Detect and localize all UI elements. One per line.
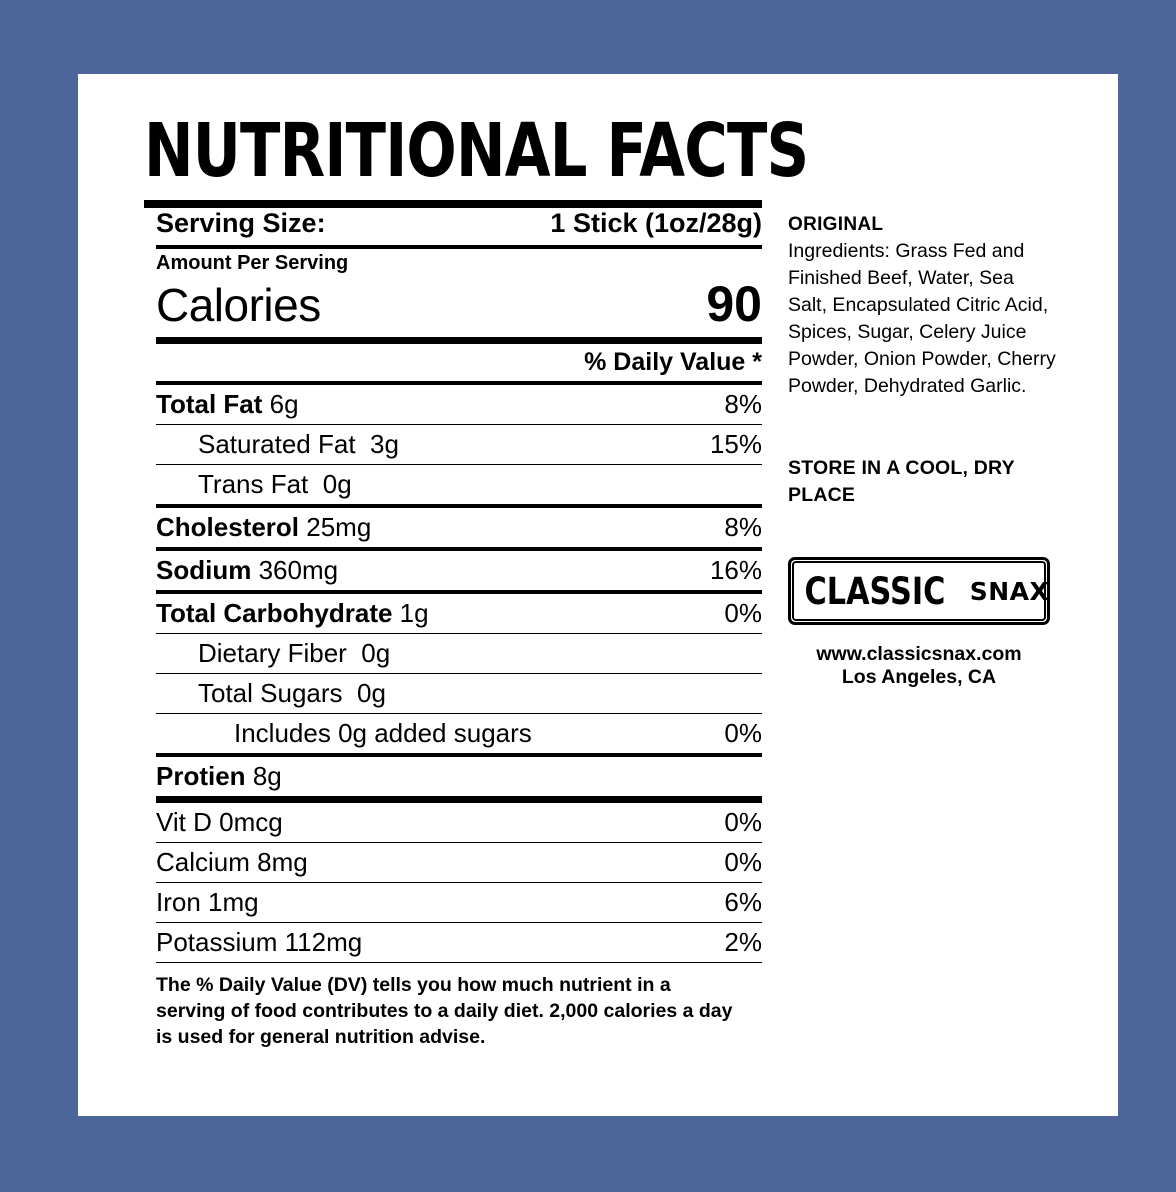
nutrient-dv: 0% — [724, 807, 762, 838]
nutrient-row — [156, 381, 762, 424]
nutrient-amount: 1g — [399, 598, 429, 629]
serving-size-value: 1 Stick (1oz/28g) — [550, 208, 762, 239]
nutrient-dv: 2% — [724, 927, 762, 958]
amount-per-serving-label: Amount Per Serving — [156, 252, 349, 275]
nutrient-name: Calcium — [156, 847, 250, 878]
nutrition-label-card — [78, 74, 1118, 1116]
nutrient-name: Cholesterol — [156, 512, 300, 543]
page-title: NUTRITIONAL FACTS — [144, 108, 809, 194]
side-info-panel — [788, 214, 1058, 689]
nutrient-row — [156, 796, 762, 842]
nutrient-name: Trans Fat — [198, 469, 309, 500]
serving-size-label: Serving Size: — [156, 208, 326, 239]
nutrient-dv: 8% — [724, 512, 762, 543]
nutrient-row — [156, 842, 762, 882]
daily-value-header-text: % Daily Value * — [584, 348, 762, 377]
nutrient-name: Total Sugars — [198, 678, 343, 709]
nutrient-name: Dietary Fiber — [198, 638, 347, 669]
nutrient-dv: 0% — [724, 718, 762, 749]
nutrient-row — [156, 504, 762, 547]
ingredients-text: Ingredients: Grass Fed and Finished Beef, Water, Sea Salt, Encapsulated Citric Acid, Spices, Sugar, Celery Juice Powder, Onion Powder, Cherry Powder, Dehydrated Garlic. — [788, 240, 1056, 397]
calories-label: Calories — [156, 279, 321, 332]
nutrient-amount: 8mg — [257, 847, 308, 878]
nutrient-row — [156, 464, 762, 504]
nutrient-name: Total Carbohydrate — [156, 598, 393, 629]
nutrient-amount: 0g — [322, 469, 352, 500]
nutrient-row — [156, 713, 762, 753]
nutrient-amount: 8g — [252, 761, 282, 792]
nutrient-dv: 0% — [724, 847, 762, 878]
nutrient-name: Total Fat — [156, 389, 263, 420]
nutrient-dv: 15% — [709, 429, 762, 460]
brand-website: www.classicsnax.com — [816, 643, 1022, 666]
title-divider — [144, 200, 762, 208]
nutrient-dv: 16% — [709, 555, 762, 586]
nutrient-amount: 6g — [269, 389, 299, 420]
nutrient-amount: 25mg — [306, 512, 372, 543]
nutrient-name: Saturated Fat — [198, 429, 356, 460]
brand-name-primary: CLASSIC — [804, 569, 946, 613]
nutrient-row — [156, 633, 762, 673]
nutrient-amount: 0mcg — [219, 807, 283, 838]
nutrient-row — [156, 882, 762, 922]
nutrient-amount: 0g — [356, 678, 386, 709]
nutrient-dv: 8% — [724, 389, 762, 420]
brand-name-secondary: SNAX — [969, 576, 1050, 606]
daily-value-footnote: The % Daily Value (DV) tells you how much nutrient in a serving of food contributes to a daily diet. 2,000 calories a day is used for general nutrition advise. — [156, 974, 733, 1048]
nutrient-amount: 360mg — [258, 555, 339, 586]
daily-value-header — [156, 337, 762, 381]
nutrition-facts-panel — [144, 108, 809, 1051]
nutrient-amount: 3g — [370, 429, 399, 460]
nutrient-name: Includes 0g added sugars — [234, 718, 532, 749]
brand-logo — [788, 557, 1050, 625]
nutrient-row — [156, 424, 762, 464]
nutrient-dv: 6% — [724, 887, 762, 918]
nutrient-amount: 0g — [361, 638, 391, 669]
nutrient-name: Iron — [156, 887, 201, 918]
nutrient-dv: 0% — [724, 598, 762, 629]
calories-value: 90 — [706, 276, 762, 333]
nutrient-row — [156, 753, 762, 796]
brand-logo-inner — [792, 561, 1050, 621]
brand-city: Los Angeles, CA — [841, 666, 997, 689]
flavor-name: ORIGINAL — [788, 214, 884, 235]
nutrient-name: Potassium — [156, 927, 278, 958]
calories-row — [156, 275, 762, 337]
nutrient-row — [156, 673, 762, 713]
nutrient-name: Vit D — [156, 807, 212, 838]
nutrient-row — [156, 590, 762, 633]
nutrient-name: Sodium — [156, 555, 252, 586]
nutrient-row — [156, 547, 762, 590]
serving-size-row — [156, 208, 762, 245]
nutrient-amount: 112mg — [284, 927, 363, 958]
nutrient-amount: 1mg — [208, 887, 259, 918]
nutrient-name: Protien — [156, 761, 246, 792]
nutrient-row — [156, 922, 762, 962]
storage-instructions: STORE IN A COOL, DRY PLACE — [788, 457, 1015, 507]
